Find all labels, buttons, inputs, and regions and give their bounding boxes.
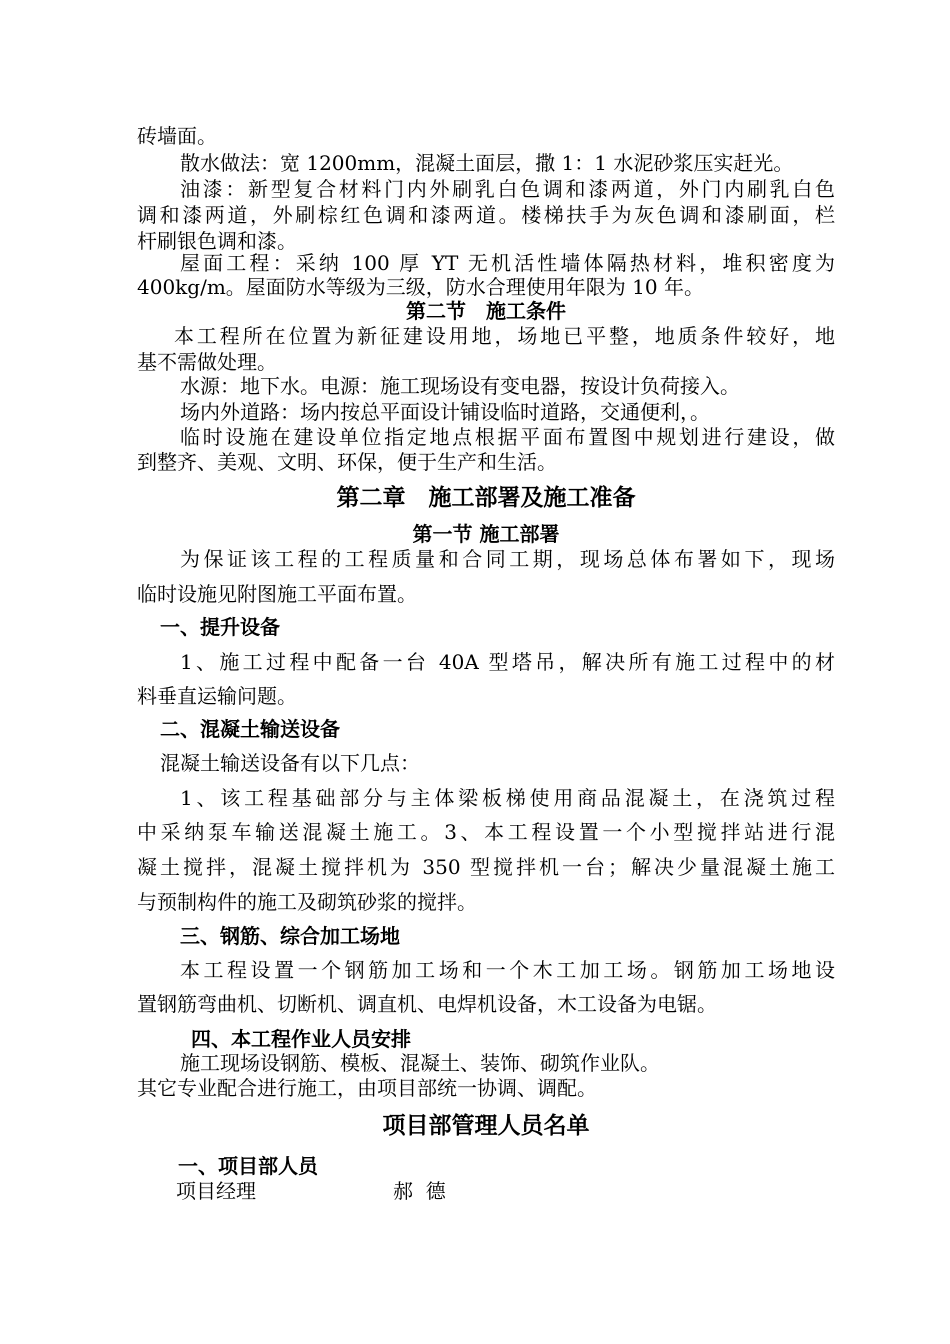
paragraph-line: 砖墙面。 xyxy=(137,124,217,148)
paragraph-line: 场内外道路：场内按总平面设计铺设临时道路，交通便利，。 xyxy=(180,400,710,424)
paragraph-line: 油漆：新型复合材料门内外刷乳白色调和漆两道，外门内刷乳白色 xyxy=(180,177,835,201)
paragraph-line: 400kg/m。屋面防水等级为三级，防水合理使用年限为 10 年。 xyxy=(137,275,704,299)
paragraph-line: 本工程所在位置为新征建设用地，场地已平整，地质条件较好，地 xyxy=(174,324,835,348)
paragraph-line: 散水做法：宽 1200mm，混凝土面层，撒 1：1 水泥砂浆压实赶光。 xyxy=(180,151,794,175)
paragraph-line: 1、施工过程中配备一台 40A 型塔吊，解决所有施工过程中的材 xyxy=(180,650,835,674)
paragraph-line: 临时设施在建设单位指定地点根据平面布置图中规划进行建设，做 xyxy=(180,425,835,449)
subsection-heading: 一、提升设备 xyxy=(160,615,280,639)
paragraph-line: 基不需做处理。 xyxy=(137,350,277,374)
subsection-heading: 二、混凝土输送设备 xyxy=(160,717,340,741)
list-title: 项目部管理人员名单 xyxy=(382,1113,590,1139)
paragraph-line: 中采纳泵车输送混凝土施工。3、本工程设置一个小型搅拌站进行混 xyxy=(137,820,835,844)
subsection-heading: 一、项目部人员 xyxy=(178,1154,318,1178)
staff-name: 郝 德 xyxy=(393,1179,446,1203)
paragraph-line: 屋面工程：采纳 100 厚 YT 无机活性墙体隔热材料，堆积密度为 xyxy=(180,251,835,275)
paragraph-line: 混凝土输送设备有以下几点： xyxy=(160,751,420,775)
paragraph-line: 与预制构件的施工及砌筑砂浆的搅拌。 xyxy=(137,890,477,914)
paragraph-line: 杆刷银色调和漆。 xyxy=(137,229,297,253)
paragraph-line: 调和漆两道，外刷棕红色调和漆两道。楼梯扶手为灰色调和漆刷面，栏 xyxy=(137,203,835,227)
paragraph-line: 到整齐、美观、文明、环保，便于生产和生活。 xyxy=(137,450,557,474)
paragraph-line: 其它专业配合进行施工，由项目部统一协调、调配。 xyxy=(137,1076,597,1100)
paragraph-line: 1、该工程基础部分与主体梁板梯使用商品混凝土，在浇筑过程 xyxy=(180,786,835,810)
subsection-heading: 四、本工程作业人员安排 xyxy=(191,1027,411,1051)
paragraph-line: 置钢筋弯曲机、切断机、调直机、电焊机设备，木工设备为电锯。 xyxy=(137,992,717,1016)
staff-role: 项目经理 xyxy=(176,1179,256,1203)
section-heading: 第一节 施工部署 xyxy=(412,522,560,546)
paragraph-line: 水源：地下水。电源：施工现场设有变电器，按设计负荷接入。 xyxy=(180,374,740,398)
paragraph-line: 本工程设置一个钢筋加工场和一个木工加工场。钢筋加工场地设 xyxy=(180,958,835,982)
paragraph-line: 临时设施见附图施工平面布置。 xyxy=(137,582,417,606)
paragraph-line: 凝土搅拌，混凝土搅拌机为 350 型搅拌机一台；解决少量混凝土施工 xyxy=(137,855,835,879)
paragraph-line: 施工现场设钢筋、模板、混凝土、装饰、砌筑作业队。 xyxy=(180,1051,660,1075)
chapter-heading: 第二章 施工部署及施工准备 xyxy=(336,485,636,511)
section-heading: 第二节 施工条件 xyxy=(406,299,566,323)
paragraph-line: 为保证该工程的工程质量和合同工期，现场总体布署如下，现场 xyxy=(180,547,835,571)
paragraph-line: 料垂直运输问题。 xyxy=(137,684,297,708)
subsection-heading: 三、钢筋、综合加工场地 xyxy=(180,924,400,948)
